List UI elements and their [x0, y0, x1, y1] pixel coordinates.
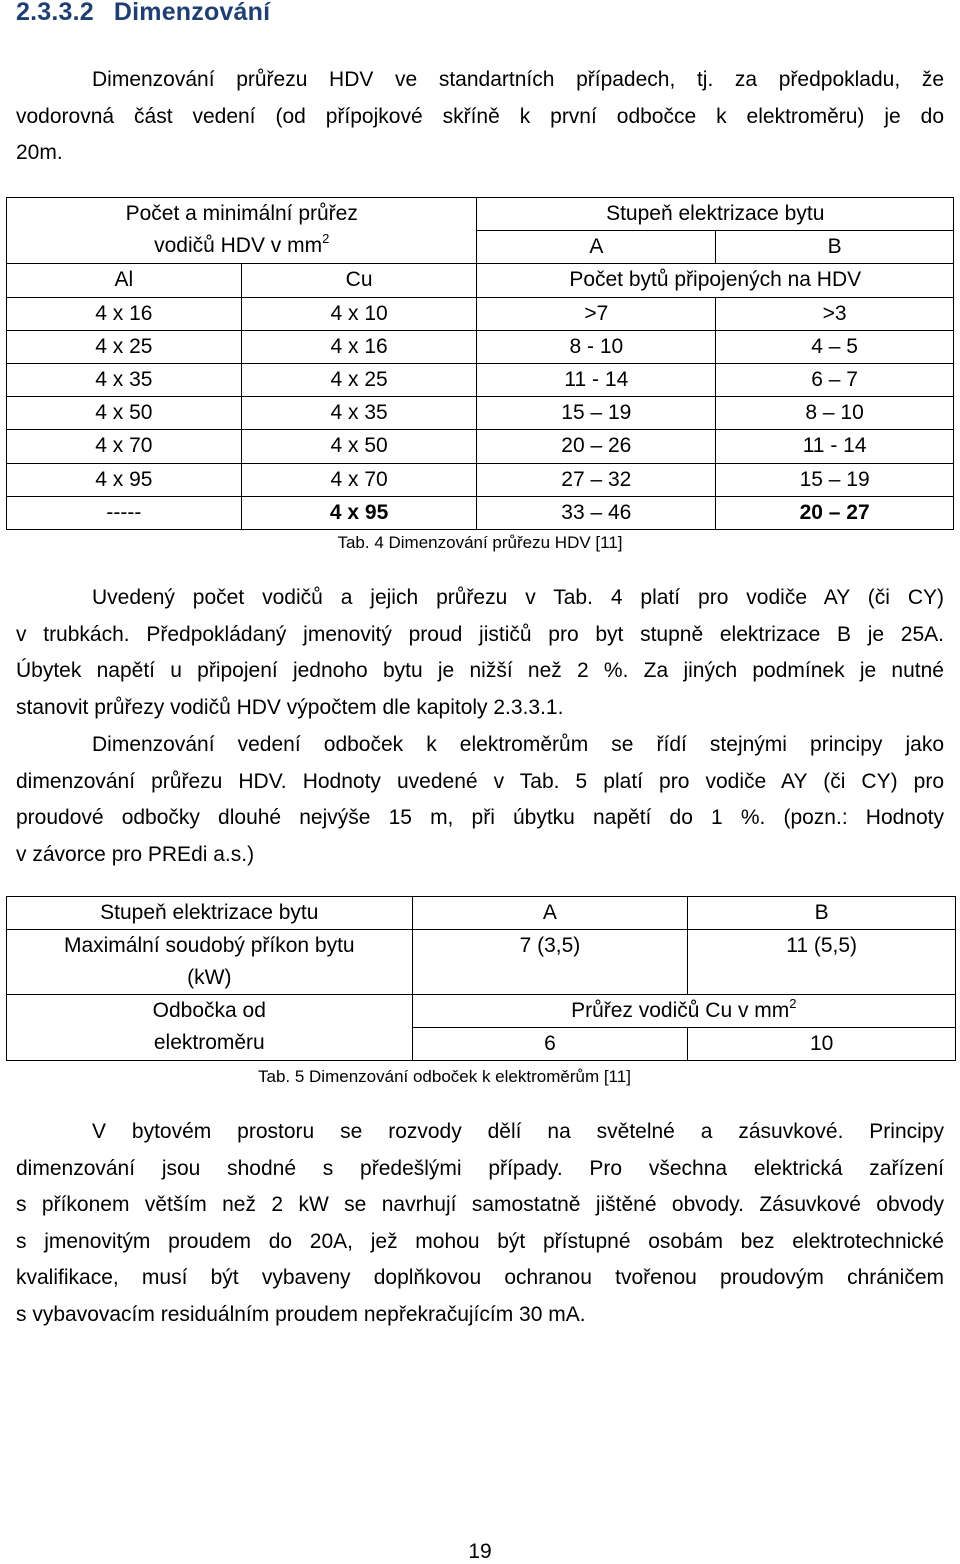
table4-header-sup: 2	[322, 231, 330, 246]
para4-line-2: dimenzování jsou shodné s předešlými případy. Pro všechna elektrická zařízení	[16, 1156, 944, 1180]
para4-line-4: s jmenovitým proudem do 20A, jež mohou být přístupné osobám bez elektrotechnické	[16, 1229, 944, 1253]
table-cell: 4 x 95	[7, 463, 242, 496]
table-cell: -----	[7, 496, 242, 529]
table-row	[7, 930, 956, 995]
para3-line-3: proudové odbočky dlouhé nejvýše 15 m, při úbytku napětí do 1 %. (pozn.: Hodnoty	[16, 806, 944, 830]
table-row	[7, 198, 954, 231]
table-cell: 27 – 32	[477, 463, 716, 496]
table-cell: 15 – 19	[716, 463, 954, 496]
para3-line-4: v závorce pro PREdi a.s.)	[16, 842, 255, 866]
table-cell: 11 - 14	[716, 430, 954, 463]
para4-line-6: s vybavovacím residuálním proudem nepřekračujícím 30 mA.	[16, 1302, 586, 1326]
table-row	[7, 297, 954, 330]
table-cell: 4 x 95	[241, 496, 477, 529]
para2-line-2: v trubkách. Předpokládaný jmenovitý proud jističů pro byt stupně elektrizace B je 25A.	[16, 622, 944, 646]
intro-line-3: 20m.	[16, 141, 63, 165]
table-cell: 4 x 10	[241, 297, 477, 330]
table4-col-al: Al	[7, 264, 242, 297]
table-row	[7, 397, 954, 430]
intro-line-1: Dimenzování průřezu HDV ve standartních případech, tj. za předpokladu, že	[92, 68, 944, 91]
table-cell: 4 x 25	[7, 330, 242, 363]
table4-header-left-text: vodičů HDV v mm	[154, 234, 323, 257]
table5-row2-label	[7, 930, 413, 995]
table5-row2-a: 7 (3,5)	[412, 930, 688, 995]
para3-line-2: dimenzování průřezu HDV. Hodnoty uvedené v Tab. 5 platí pro vodiče AY (či CY) pro	[16, 769, 944, 793]
table-row	[7, 363, 954, 396]
para2-line-1: Uvedený počet vodičů a jejich průřezu v Tab. 4 platí pro vodiče AY (či CY)	[92, 586, 944, 609]
table5-row2-label-line2: (kW)	[187, 966, 232, 989]
table-row	[7, 264, 954, 297]
table-cell: 4 – 5	[716, 330, 954, 363]
para2-line-3: Úbytek napětí u připojení jednoho bytu je nižší než 2 %. Za jiných podmínek je nutné	[16, 659, 944, 683]
table-cell: 15 – 19	[477, 397, 716, 430]
paragraph-3	[16, 727, 944, 873]
table5-row2-b: 11 (5,5)	[688, 930, 956, 995]
paragraph-2	[16, 580, 944, 726]
table5-row1-a: A	[412, 897, 688, 930]
intro-paragraph	[16, 62, 944, 172]
table-row	[7, 330, 954, 363]
table4-caption: Tab. 4 Dimenzování průřezu HDV [11]	[337, 533, 623, 552]
table5-row3-header-sup: 2	[789, 996, 797, 1011]
table-cell: 8 – 10	[716, 397, 954, 430]
table-row	[7, 496, 954, 529]
table-cell: 4 x 50	[7, 397, 242, 430]
table-cell: 20 – 27	[716, 496, 954, 529]
section-heading	[16, 0, 270, 27]
table5-row3-a: 6	[412, 1028, 688, 1061]
table-cell: 33 – 46	[477, 496, 716, 529]
para2-line-4: stanovit průřezy vodičů HDV výpočtem dle kapitoly 2.3.3.1.	[16, 695, 564, 719]
table-cell: >7	[477, 297, 716, 330]
table5-row3-header	[412, 995, 955, 1028]
paragraph-4	[16, 1114, 944, 1334]
table-cell: 4 x 35	[7, 363, 242, 396]
table4-col-cu: Cu	[241, 264, 477, 297]
table-cell: 20 – 26	[477, 430, 716, 463]
table5-row3-label-line1: Odbočka od	[152, 999, 266, 1022]
table-cell: >3	[716, 297, 954, 330]
table-row	[7, 463, 954, 496]
table-cell: 4 x 70	[7, 430, 242, 463]
table-branch-dimensioning	[6, 896, 956, 1061]
table4-header-left-line1: Počet a minimální průřez	[125, 202, 358, 225]
page-number: 19	[468, 1540, 492, 1563]
table5-row3-label	[7, 995, 413, 1061]
table-row	[7, 430, 954, 463]
table5-row1-label: Stupeň elektrizace bytu	[7, 897, 413, 930]
table5-row1-b: B	[688, 897, 956, 930]
table-cell: 4 x 16	[7, 297, 242, 330]
para4-line-3: s příkonem větším než 2 kW se navrhují samostatně jištěné obvody. Zásuvkové obvody	[16, 1193, 944, 1217]
table4-col-b: B	[716, 231, 954, 264]
section-title: Dimenzování	[113, 0, 271, 26]
table5-row3-b: 10	[688, 1028, 956, 1061]
table-row	[7, 897, 956, 930]
table5-caption: Tab. 5 Dimenzování odboček k elektroměrům [11]	[258, 1067, 631, 1086]
table-cell: 4 x 70	[241, 463, 477, 496]
table-cell: 4 x 16	[241, 330, 477, 363]
table5-row3-label-line2: elektroměru	[153, 1031, 265, 1054]
table-cell: 8 - 10	[477, 330, 716, 363]
table4-header-left	[7, 198, 477, 264]
table4-header-left-line2	[7, 230, 476, 262]
intro-line-2: vodorovná část vedení (od přípojkové skříně k první odbočce k elektroměru) je do	[16, 104, 944, 128]
table-row	[7, 995, 956, 1028]
table-cell: 11 - 14	[477, 363, 716, 396]
table-cell: 4 x 50	[241, 430, 477, 463]
table4-header-right: Stupeň elektrizace bytu	[477, 198, 954, 231]
table4-col-count: Počet bytů připojených na HDV	[477, 264, 954, 297]
table-cell: 4 x 25	[241, 363, 477, 396]
para4-line-1: V bytovém prostoru se rozvody dělí na světelné a zásuvkové. Principy	[92, 1120, 944, 1143]
table-hdv-dimensioning	[6, 197, 954, 530]
para3-line-1: Dimenzování vedení odboček k elektroměrům se řídí stejnými principy jako	[92, 733, 944, 756]
table4-col-a: A	[477, 231, 716, 264]
section-number: 2.3.3.2	[16, 0, 94, 26]
table-cell: 6 – 7	[716, 363, 954, 396]
table-cell: 4 x 35	[241, 397, 477, 430]
table5-row2-label-line1: Maximální soudobý příkon bytu	[63, 934, 355, 957]
para4-line-5: kvalifikace, musí být vybaveny doplňkovou ochranou tvořenou proudovým chráničem	[16, 1266, 944, 1290]
table5-row3-header-text: Průřez vodičů Cu v mm	[571, 999, 790, 1022]
